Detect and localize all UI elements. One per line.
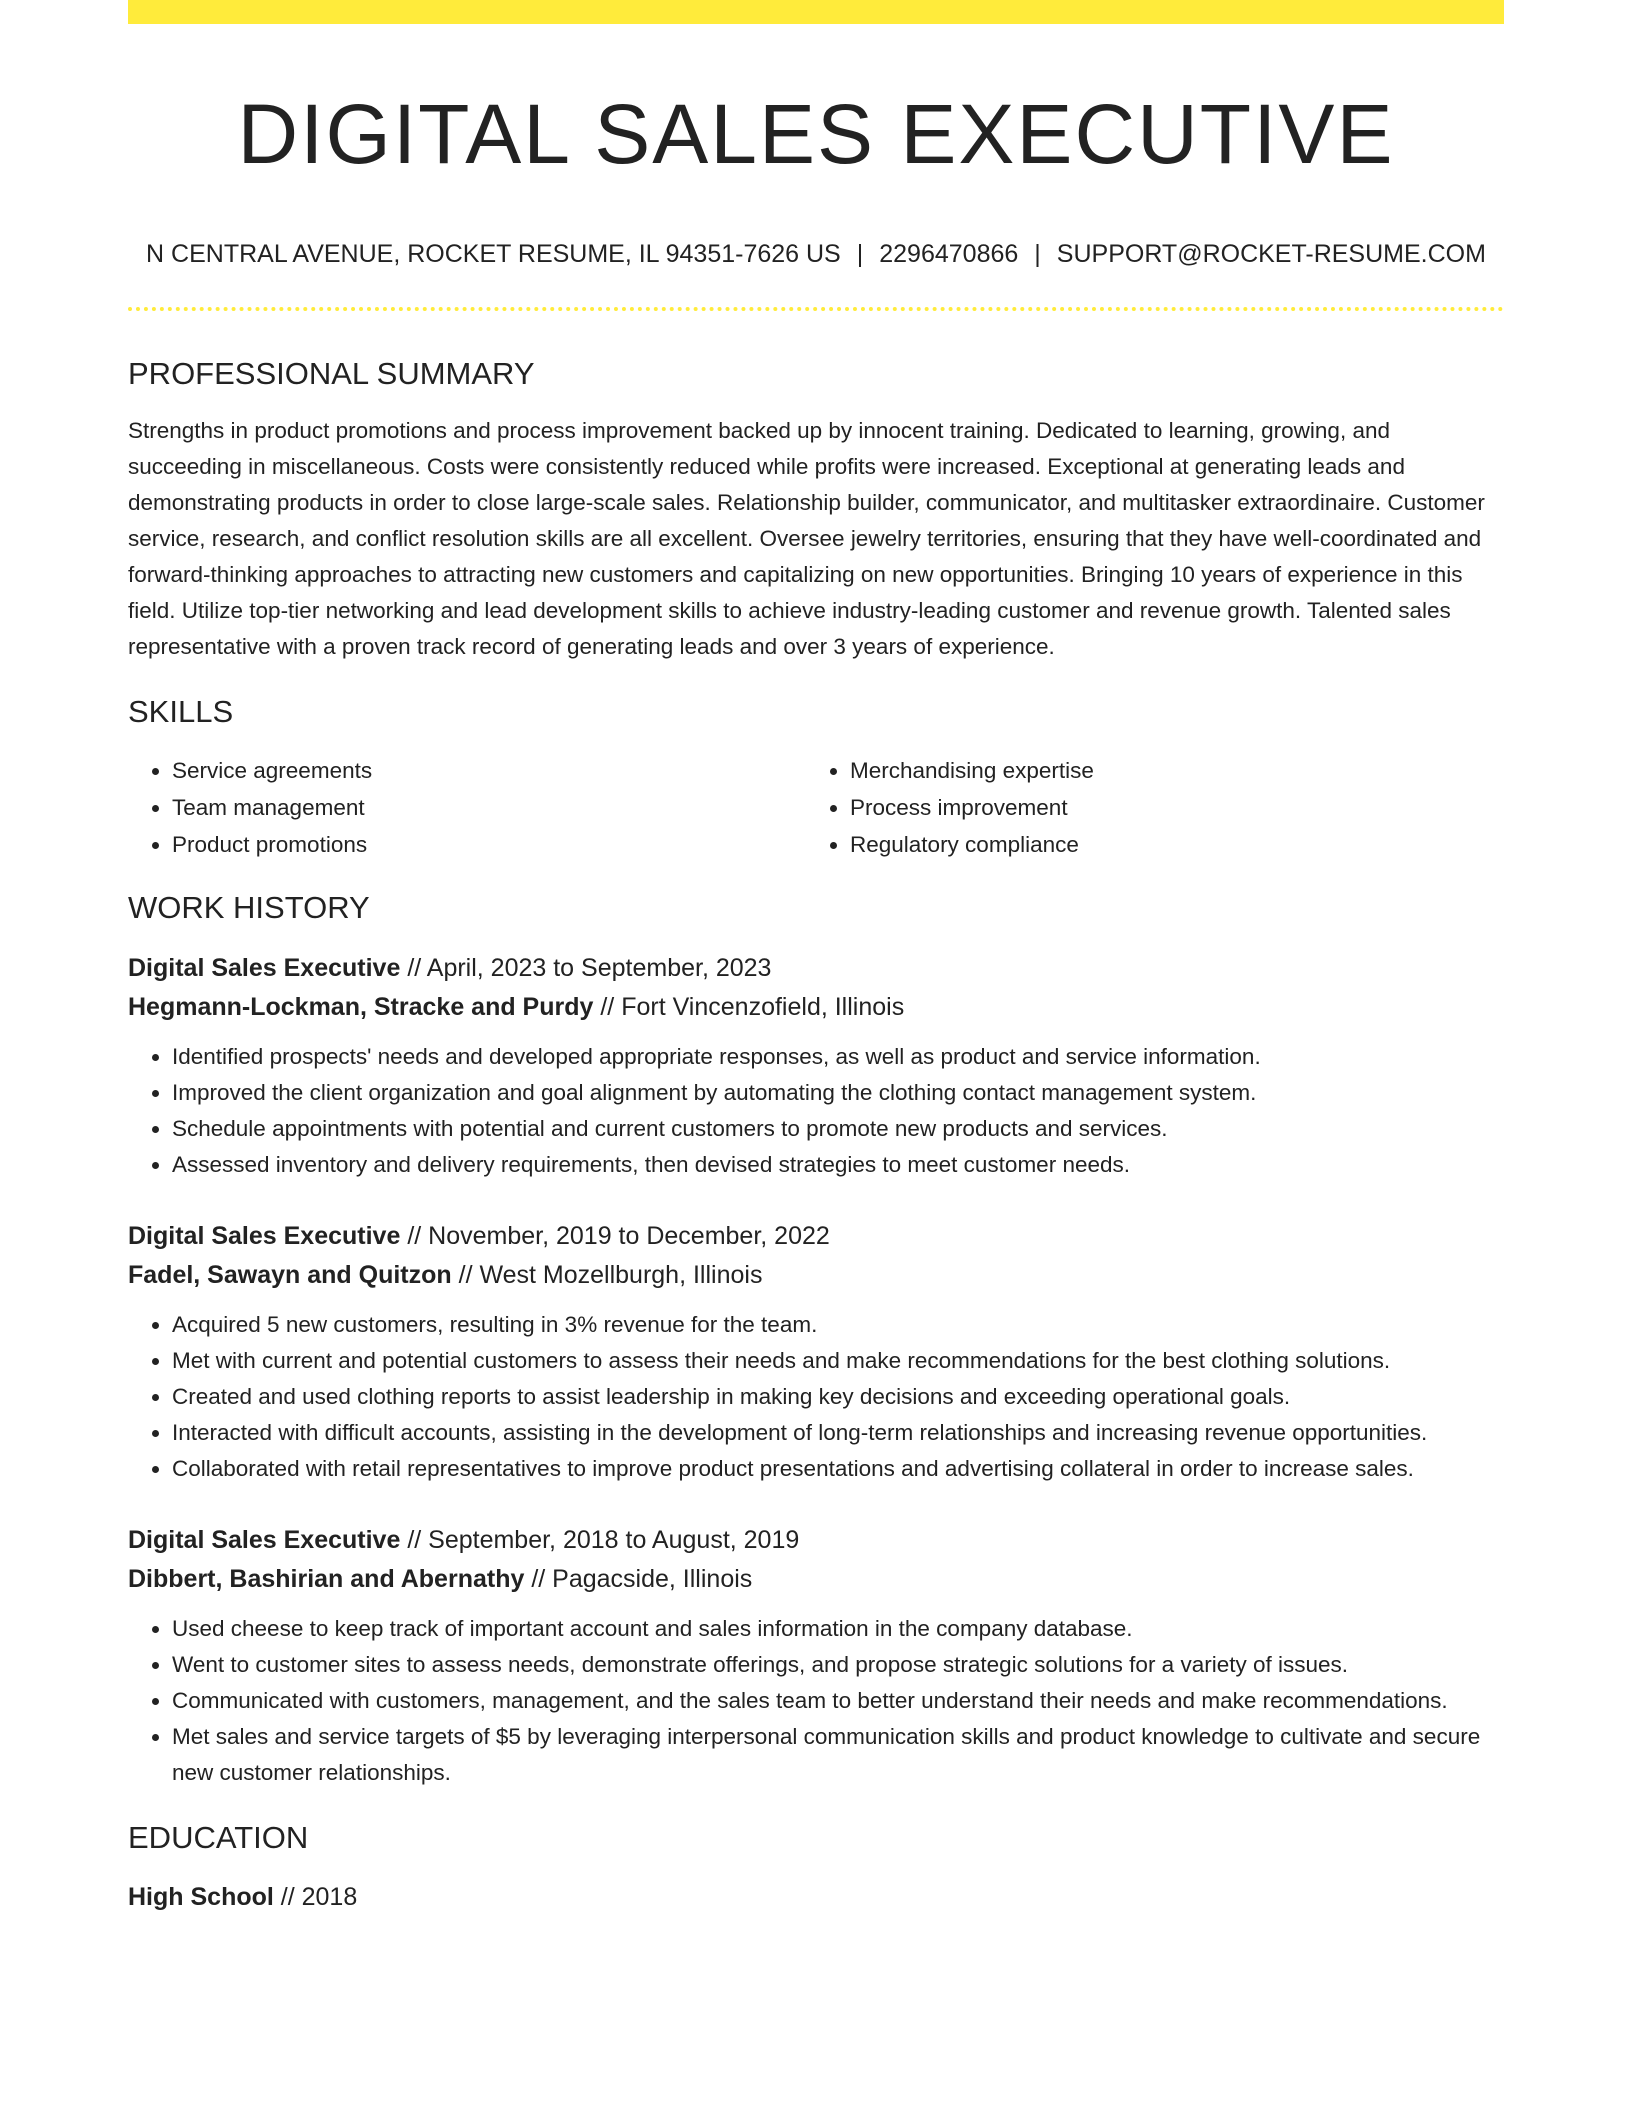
contact-address: N CENTRAL AVENUE, ROCKET RESUME, IL 94351-7626 US: [146, 240, 841, 268]
resume-name: DIGITAL SALES EXECUTIVE: [237, 87, 1395, 181]
job-role: Digital Sales Executive: [128, 1525, 401, 1554]
contact-separator: |: [1034, 240, 1041, 268]
education-heading: EDUCATION: [128, 1819, 309, 1855]
job-bullet: • Interacted with difficult accounts, assisting in the development of long-term relationships and increasing revenue opportunities.: [172, 1415, 1504, 1451]
job-entry: [128, 949, 1504, 1183]
job-company-line: [128, 988, 1504, 1027]
job-company: Hegmann-Lockman, Stracke and Purdy: [128, 992, 594, 1021]
job-bullet: • Assessed inventory and delivery requirements, then devised strategies to meet customer needs.: [172, 1147, 1504, 1183]
job-location: // Pagacside, Illinois: [531, 1564, 753, 1593]
job-location: // West Mozellburgh, Illinois: [458, 1260, 763, 1289]
job-role: Digital Sales Executive: [128, 1221, 401, 1250]
job-bullet: • Created and used clothing reports to assist leadership in making key decisions and exceeding operational goals.: [172, 1379, 1504, 1415]
education-year: // 2018: [280, 1882, 358, 1911]
job-bullet: • Improved the client organization and goal alignment by automating the clothing contact management system.: [172, 1075, 1504, 1111]
job-bullet: • Collaborated with retail representatives to improve product presentations and advertising collateral in order to increase sales.: [172, 1451, 1504, 1487]
skills-heading: SKILLS: [128, 694, 234, 730]
job-company: Dibbert, Bashirian and Abernathy: [128, 1564, 525, 1593]
summary-heading: PROFESSIONAL SUMMARY: [128, 356, 535, 391]
job-bullet: • Used cheese to keep track of important account and sales information in the company database.: [172, 1611, 1504, 1647]
job-entry: [128, 1521, 1504, 1791]
skill-item: • Regulatory compliance: [850, 826, 1484, 863]
job-bullet: • Went to customer sites to assess needs, demonstrate offerings, and propose strategic solutions for a variety of issues.: [172, 1647, 1504, 1683]
skills-column-left: [128, 752, 806, 863]
contact-email: SUPPORT@ROCKET-RESUME.COM: [1056, 240, 1486, 268]
job-location: // Fort Vincenzofield, Illinois: [600, 992, 905, 1021]
skill-item: • Service agreements: [172, 752, 806, 789]
job-company: Fadel, Sawayn and Quitzon: [128, 1260, 452, 1289]
skills-list: [128, 752, 1504, 863]
skill-item: • Team management: [172, 789, 806, 826]
job-entry: [128, 1217, 1504, 1487]
job-title-line: [128, 949, 1504, 988]
resume-page: [128, 0, 1504, 1917]
job-bullet: • Acquired 5 new customers, resulting in 3% revenue for the team.: [172, 1307, 1504, 1343]
contact-phone: 2296470866: [879, 240, 1019, 268]
skills-column-right: [806, 752, 1484, 863]
education-degree: High School: [128, 1882, 274, 1911]
skill-item: • Product promotions: [172, 826, 806, 863]
job-dates: // November, 2019 to December, 2022: [407, 1221, 830, 1250]
job-bullets: [128, 1307, 1504, 1487]
job-title-line: [128, 1217, 1504, 1256]
education-entry: [128, 1878, 1504, 1917]
job-bullet: • Schedule appointments with potential and current customers to promote new products and services.: [172, 1111, 1504, 1147]
job-bullet: • Communicated with customers, management, and the sales team to better understand their needs and make recommendations.: [172, 1683, 1504, 1719]
skill-item: • Merchandising expertise: [850, 752, 1484, 789]
accent-top-bar: [128, 0, 1504, 24]
job-title-line: [128, 1521, 1504, 1560]
summary-text: Strengths in product promotions and process improvement backed up by innocent training. Dedicated to learning, growing, and succeeding in miscellaneous. Costs were consistently reduced while profits were increased. Exceptional at generating leads and demonstrating products in order to close large-scale sales. Relationship builder, communicator, and multitasker extraordinaire. Customer service, research, and conflict resolution skills are all excellent. Oversee jewelry territories, ensuring that they have well-coordinated and forward-thinking approaches to attracting new customers and capitalizing on new opportunities. Bringing 10 years of experience in this field. Utilize top-tier networking and lead development skills to achieve industry-leading customer and revenue growth. Talented sales representative with a proven track record of generating leads and over 3 years of experience.: [128, 418, 1485, 660]
dotted-divider: [128, 307, 1504, 311]
job-bullet: • Identified prospects' needs and developed appropriate responses, as well as product and service information.: [172, 1039, 1504, 1075]
job-dates: // September, 2018 to August, 2019: [407, 1525, 800, 1554]
job-bullet: • Met sales and service targets of $5 by leveraging interpersonal communication skills and product knowledge to cultivate and secure new customer relationships.: [172, 1719, 1504, 1791]
job-bullets: [128, 1611, 1504, 1791]
skill-item: • Process improvement: [850, 789, 1484, 826]
job-bullets: [128, 1039, 1504, 1183]
contact-line: [128, 239, 1504, 269]
job-bullet: • Met with current and potential customers to assess their needs and make recommendations for the best clothing solutions.: [172, 1343, 1504, 1379]
job-company-line: [128, 1256, 1504, 1295]
work-history-heading: WORK HISTORY: [128, 890, 370, 926]
job-company-line: [128, 1560, 1504, 1599]
contact-separator: |: [856, 240, 864, 268]
job-role: Digital Sales Executive: [128, 953, 401, 982]
job-dates: // April, 2023 to September, 2023: [407, 953, 772, 982]
